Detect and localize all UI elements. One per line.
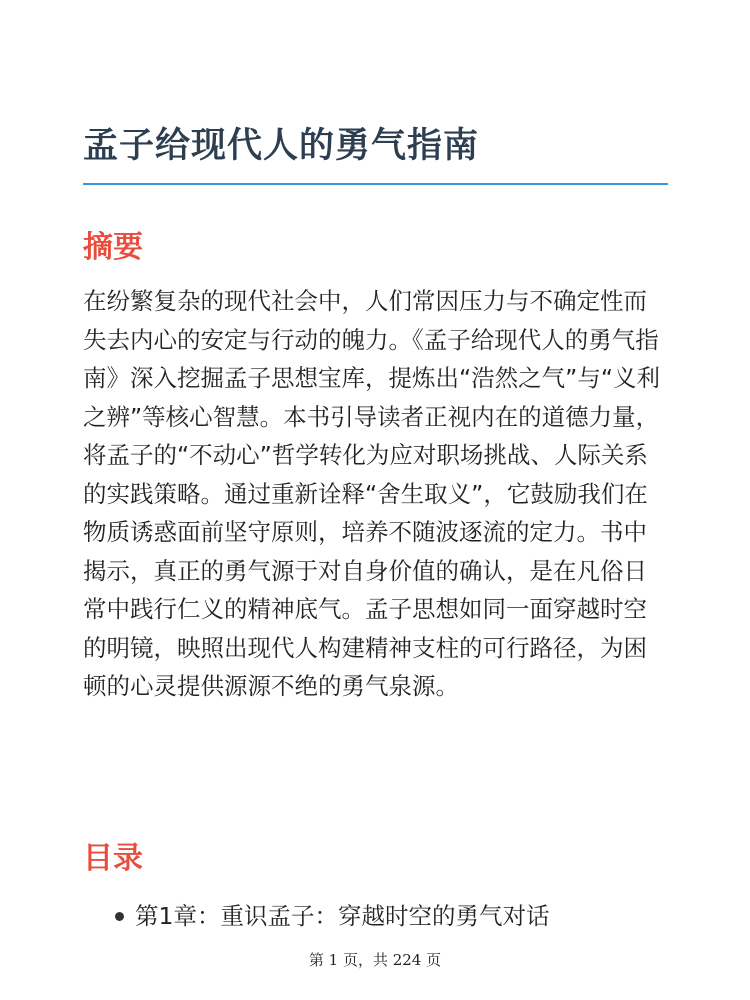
abstract-heading: 摘要: [83, 230, 143, 265]
title-divider: [83, 183, 668, 185]
toc-item-label: 第1章：重识孟子：穿越时空的勇气对话: [135, 902, 550, 930]
document-title: 孟子给现代人的勇气指南: [83, 126, 480, 166]
toc-list: [83, 897, 549, 935]
toc-heading: 目录: [83, 841, 143, 876]
toc-item-chapter-1[interactable]: [83, 897, 549, 935]
bullet-icon: [115, 912, 124, 921]
page-number-footer: 第 1 页，共 224 页: [308, 951, 442, 969]
abstract-paragraph: 在纷繁复杂的现代社会中，人们常因压力与不确定性而失去内心的安定与行动的魄力。《孟子给现代人的勇气指南》深入挖掘孟子思想宝库，提炼出“浩然之气”与“义利之辨”等核心智慧。本书引导读者正视内在的道德力量，将孟子的“不动心”哲学转化为应对职场挑战、人际关系的实践策略。通过重新诠释“舍生取义”，它鼓励我们在物质诱惑面前坚守原则，培养不随波逐流的定力。书中揭示，真正的勇气源于对自身价值的确认，是在凡俗日常中践行仁义的精神底气。孟子思想如同一面穿越时空的明镜，映照出现代人构建精神支柱的可行路径，为困顿的心灵提供源源不绝的勇气泉源。: [83, 287, 661, 700]
